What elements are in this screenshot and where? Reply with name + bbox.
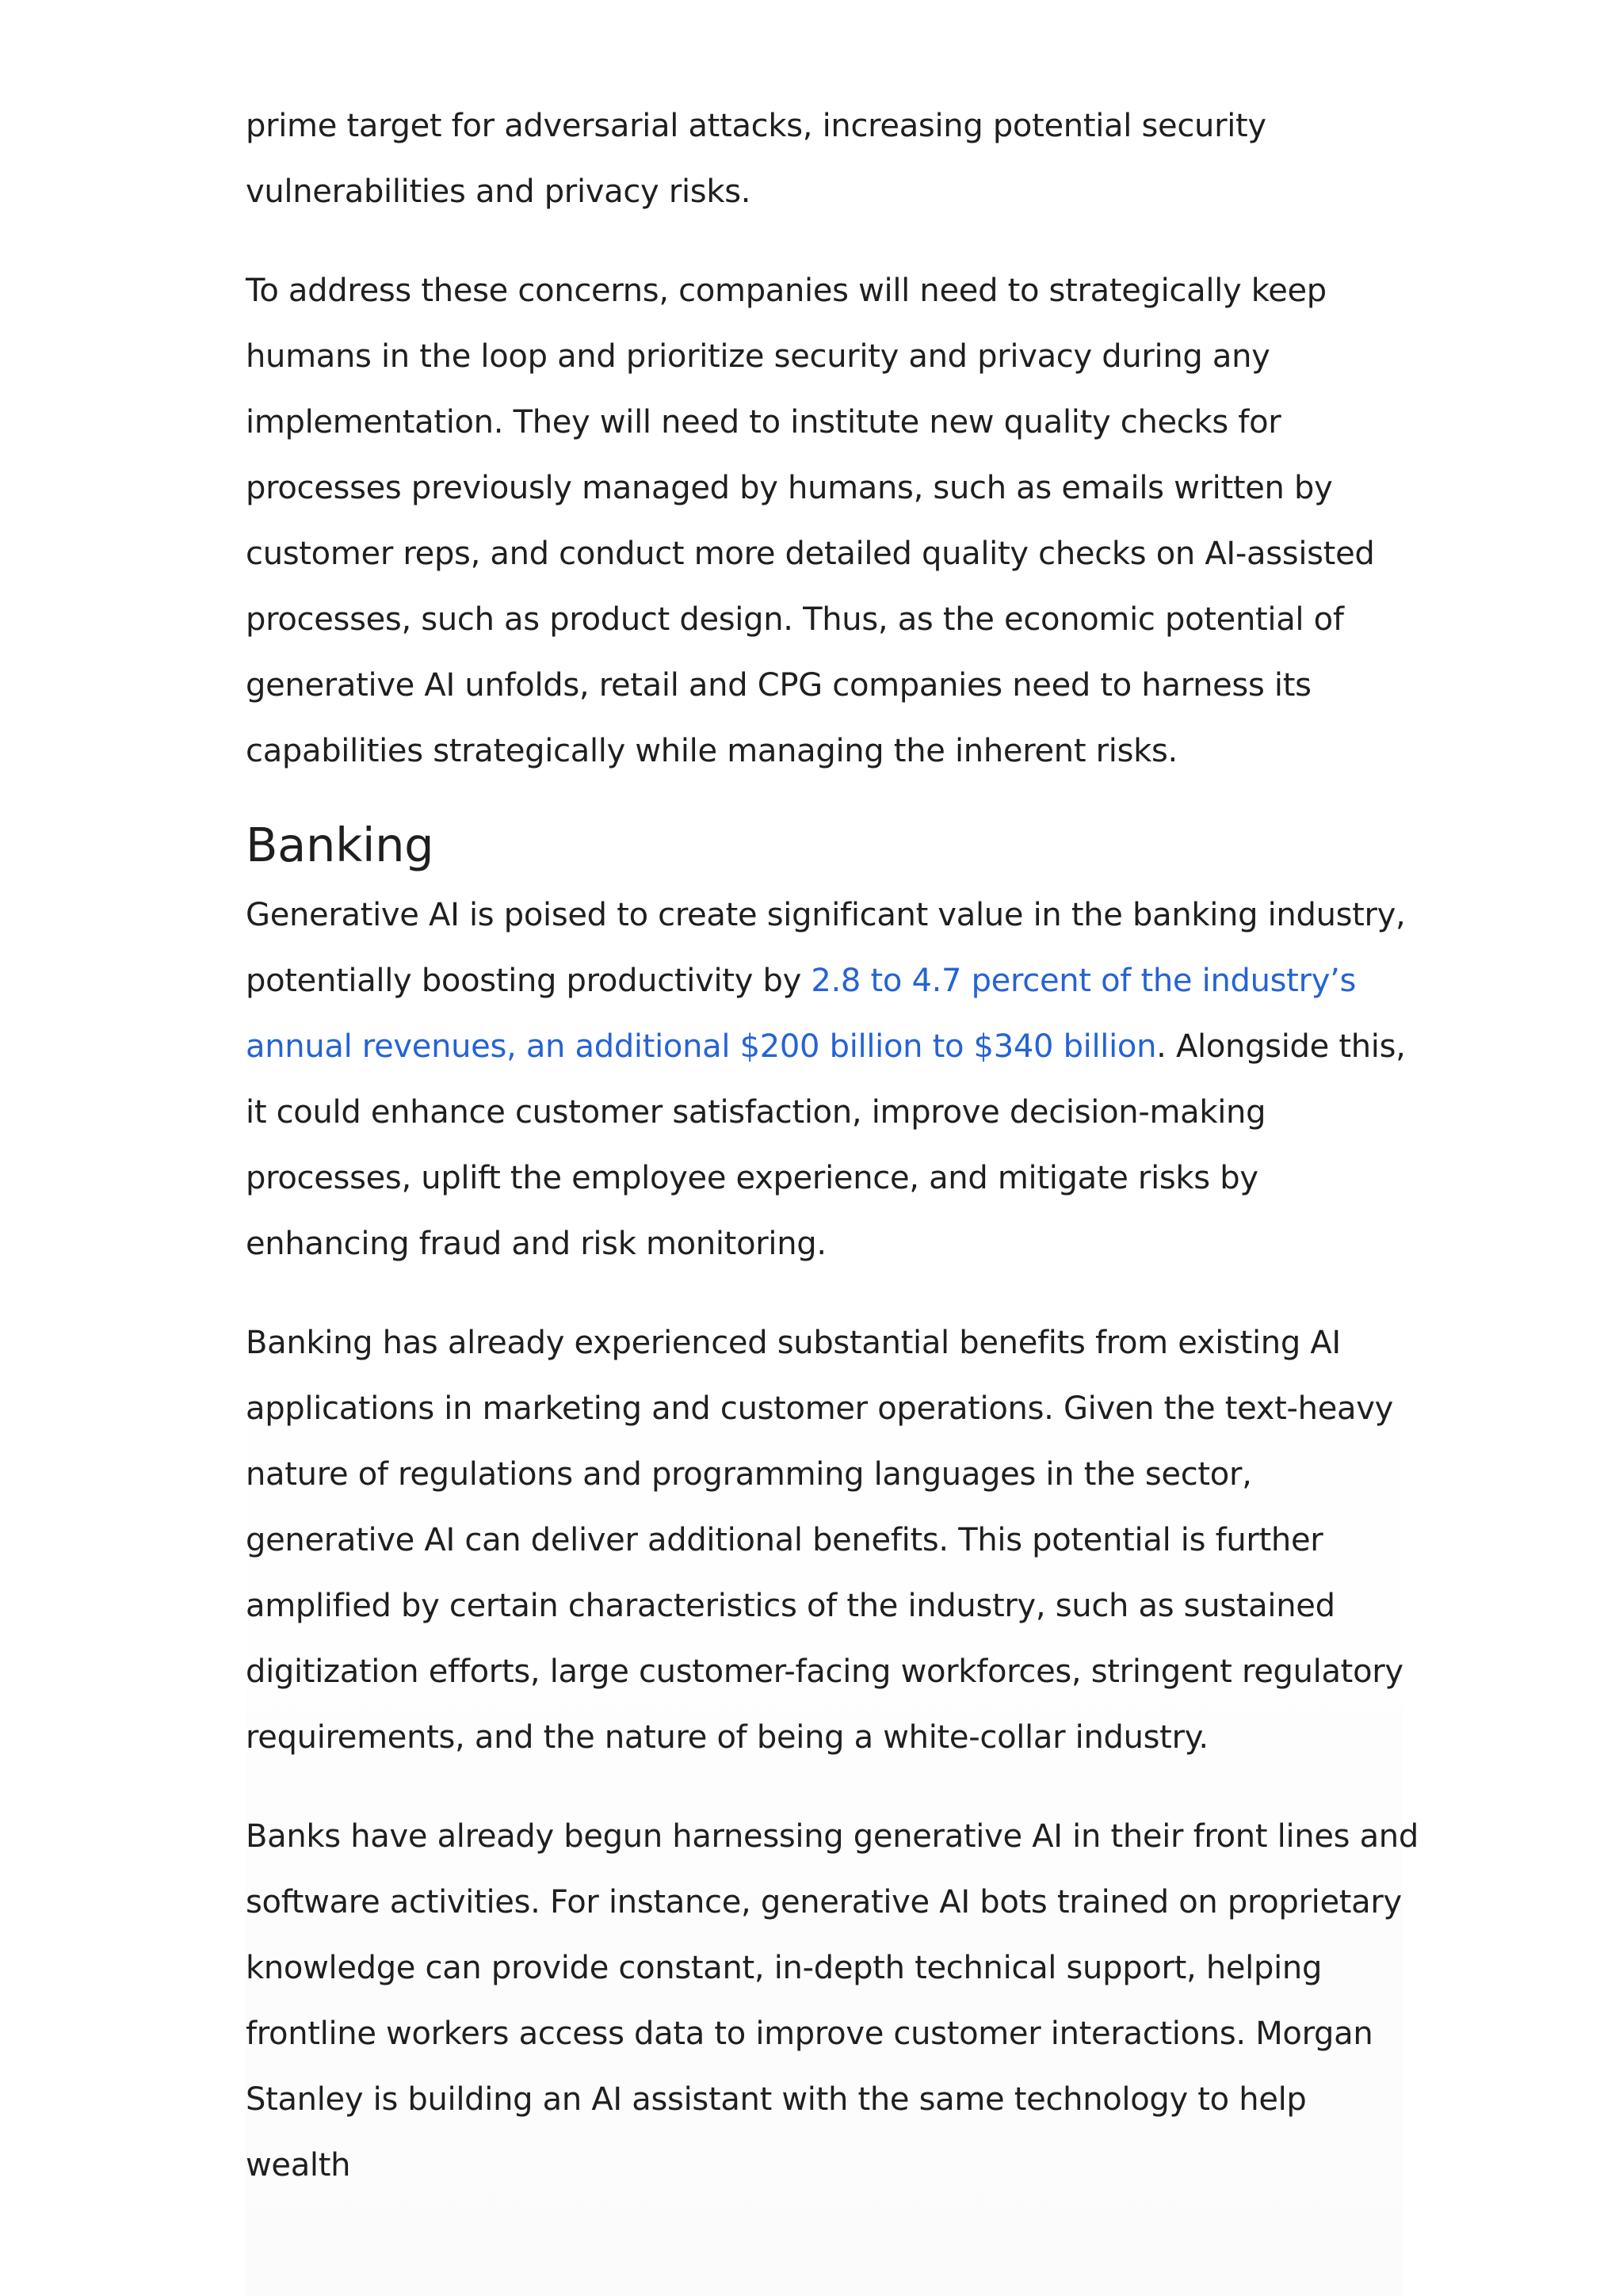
- intro-fragment-paragraph: prime target for adversarial attacks, increasing potential security vulnerabilities and privacy risks.: [246, 108, 1266, 210]
- banking-heading: Banking: [246, 818, 434, 872]
- banking-p1-text-before: Generative AI is poised to create significant value in the banking industry, potentially boosting productivity by: [246, 897, 1406, 999]
- article-body: [246, 93, 1419, 2232]
- banking-paragraph-3: Banks have already begun harnessing generative AI in their front lines and software activities. For instance, generative AI bots trained on proprietary knowledge can provide constant, in-depth technical support, helping frontline workers access data to improve customer interactions. Morgan Stanley is building an AI assistant with the same technology to help wealth: [246, 1818, 1419, 2183]
- banking-p1-text-after: . Alongside this, it could enhance customer satisfaction, improve decision-making processes, uplift the employee experience, and mitigate risks by enhancing fraud and risk monitoring.: [246, 1028, 1406, 1262]
- banking-revenue-link[interactable]: 2.8 to 4.7 percent of the industry’s annual revenues, an additional $200 billion to $340 billion: [246, 963, 1357, 1065]
- banking-paragraph-2: Banking has already experienced substantial benefits from existing AI applications in marketing and customer operations. Given the text-heavy nature of regulations and programming languages in the sector, generative AI can deliver additional benefits. This potential is further amplified by certain characteristics of the industry, such as sustained digitization efforts, large customer-facing workforces, stringent regulatory requirements, and the nature of being a white-collar industry.: [246, 1325, 1403, 1756]
- banking-paragraph-1: [246, 883, 1419, 1277]
- concerns-paragraph: To address these concerns, companies will need to strategically keep humans in the loop and prioritize security and privacy during any implementation. They will need to institute new quality checks for processes previously managed by humans, such as emails written by customer reps, and conduct more detailed quality checks on AI-assisted processes, such as product design. Thus, as the economic potential of generative AI unfolds, retail and CPG companies need to harness its capabilities strategically while managing the inherent risks.: [246, 273, 1375, 769]
